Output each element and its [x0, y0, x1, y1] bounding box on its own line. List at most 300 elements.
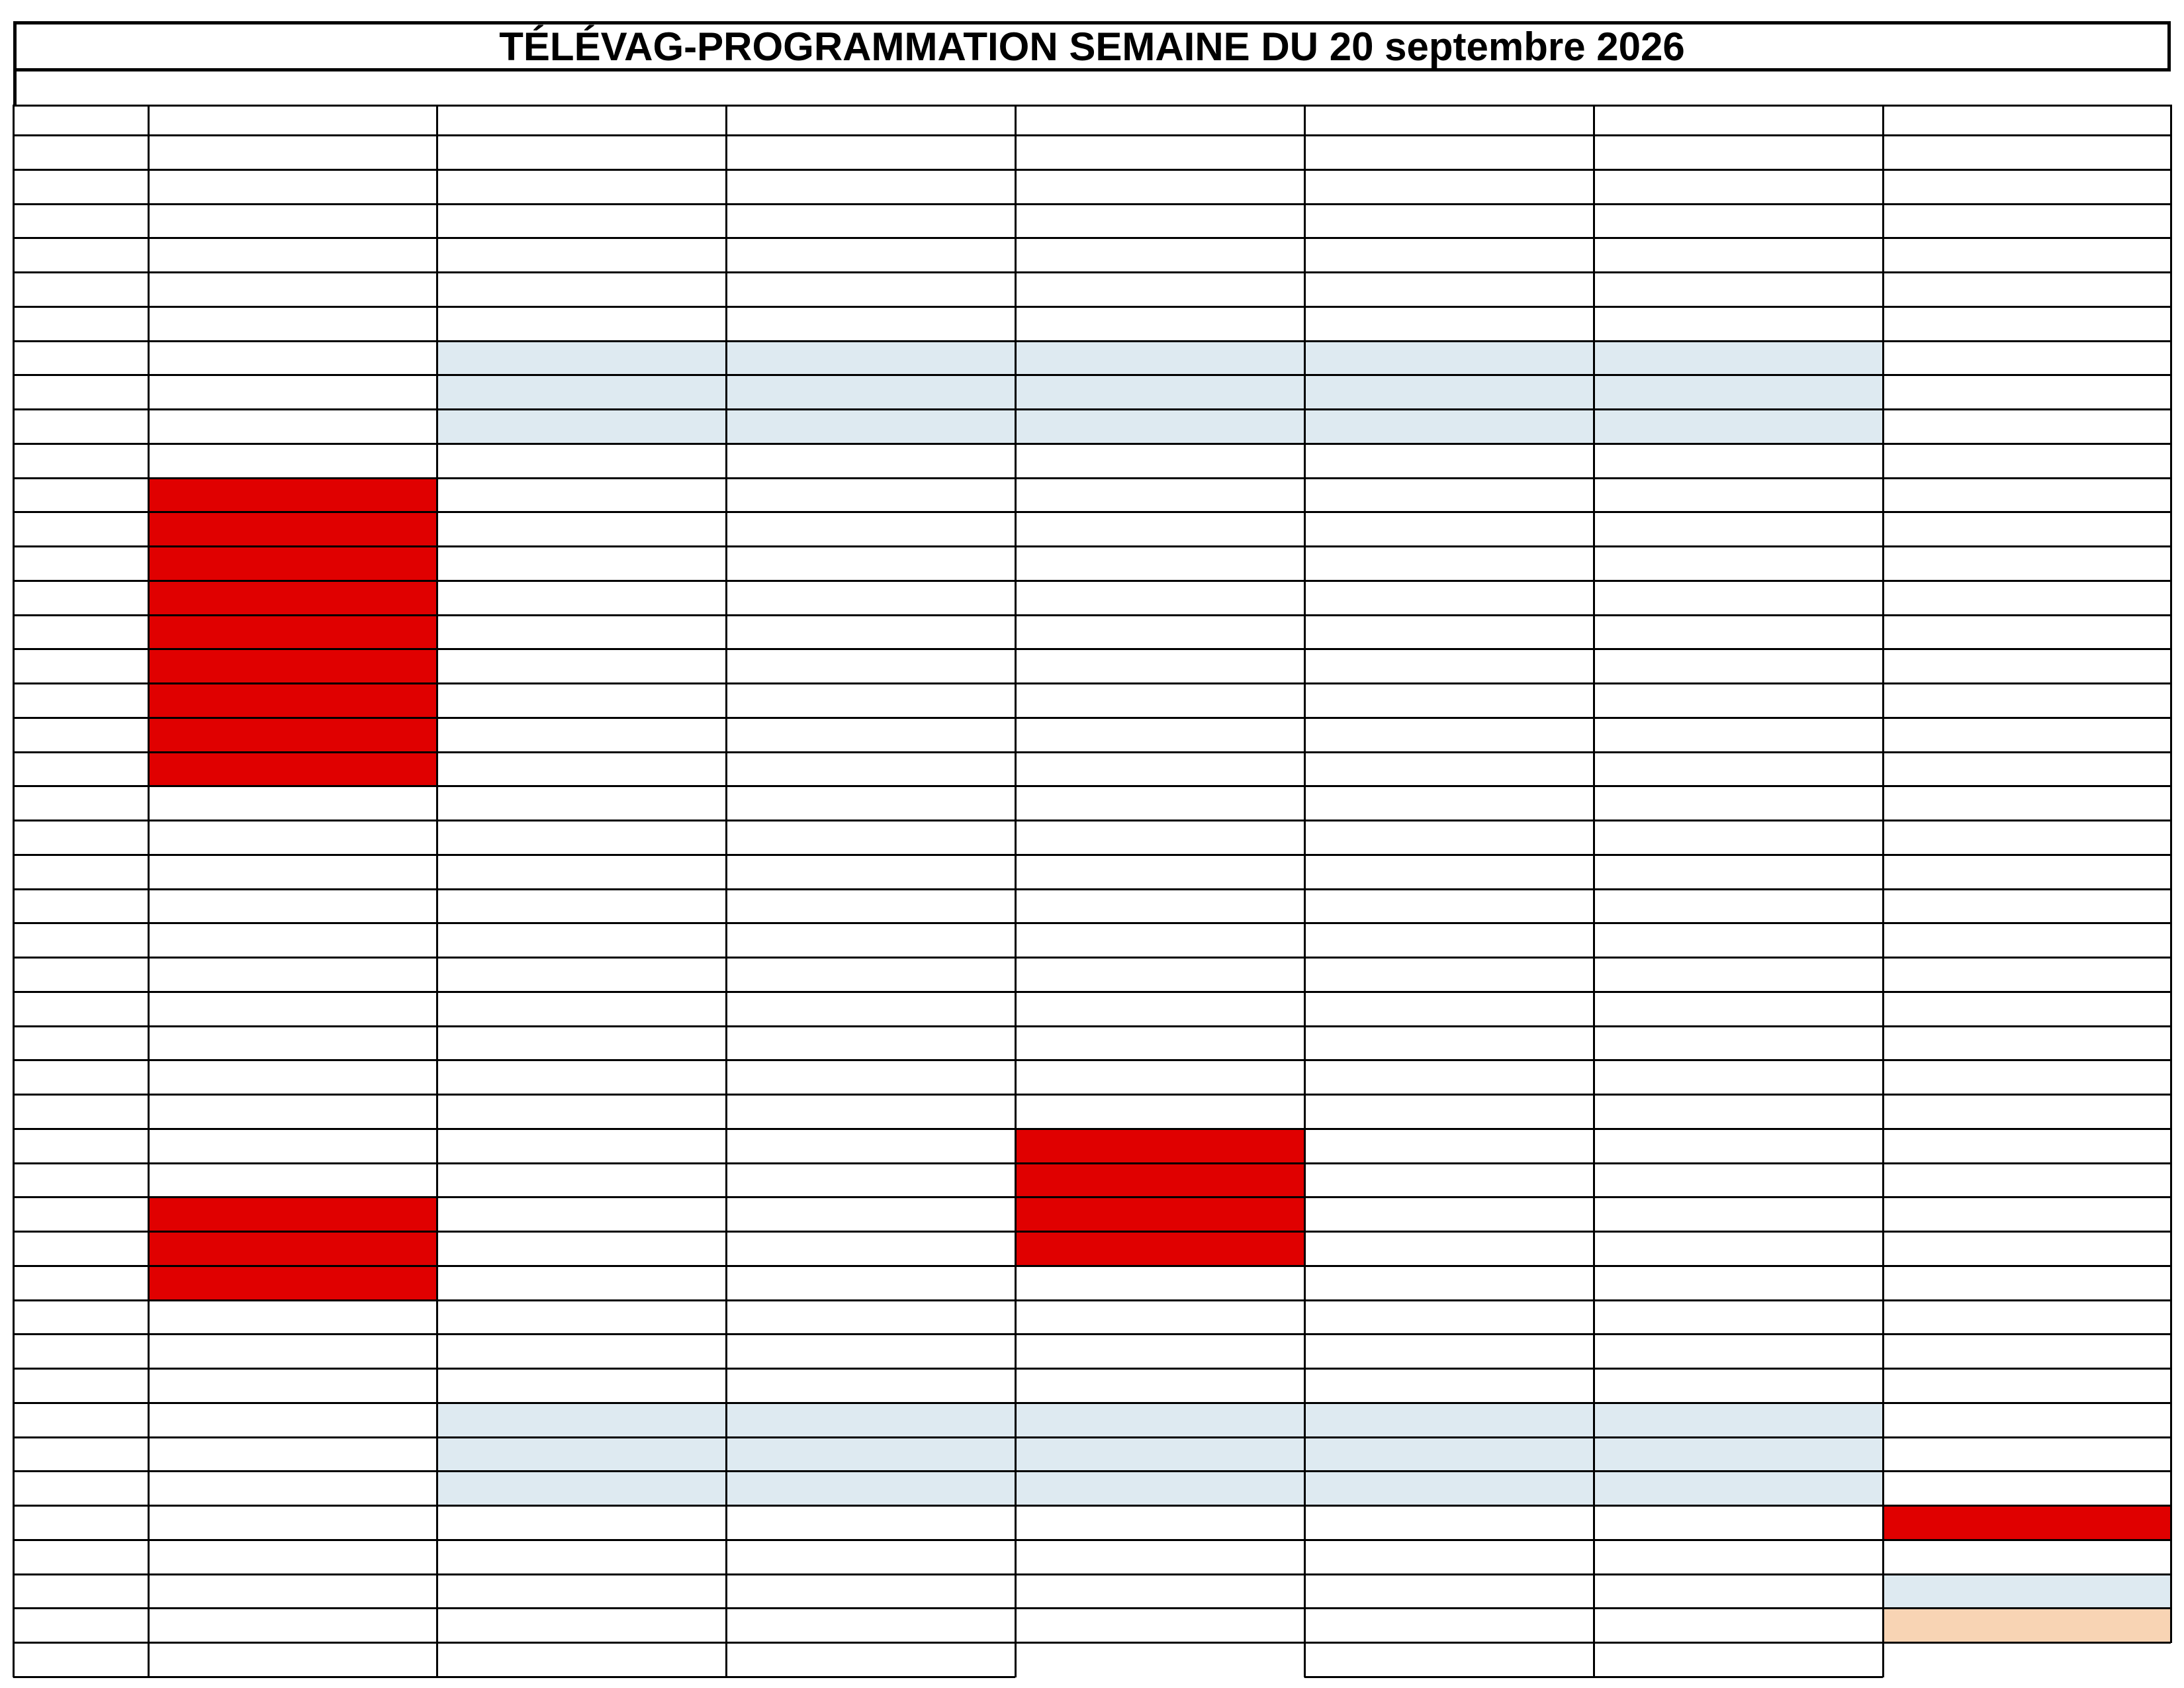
empty-cell: [1884, 273, 2170, 306]
program-cell[interactable]: [438, 342, 725, 375]
program-cell[interactable]: [1306, 582, 1593, 614]
program-cell[interactable]: [1306, 342, 1593, 375]
empty-cell: [1595, 136, 1882, 169]
program-cell[interactable]: [1017, 479, 1304, 512]
grid-line: [13, 682, 2171, 684]
program-cell[interactable]: [438, 1472, 725, 1505]
empty-cell: [1595, 924, 1882, 957]
program-cell[interactable]: [1595, 410, 1882, 443]
program-cell[interactable]: [150, 719, 436, 751]
program-cell[interactable]: [727, 1438, 1015, 1471]
empty-cell: [1306, 1198, 1593, 1231]
grid-line: [13, 340, 2171, 342]
empty-cell: [1595, 856, 1882, 888]
empty-cell: [1884, 445, 2170, 477]
program-cell[interactable]: [1595, 479, 1882, 512]
program-cell[interactable]: [438, 376, 725, 408]
time-label: [13, 1608, 148, 1642]
program-cell[interactable]: [1884, 582, 2170, 614]
empty-cell: [150, 924, 436, 957]
empty-cell: [1306, 787, 1593, 820]
grid-line: [13, 922, 2171, 924]
empty-cell: [438, 1233, 725, 1265]
program-cell[interactable]: [438, 1438, 725, 1471]
time-label: [13, 718, 148, 752]
empty-cell: [438, 239, 725, 271]
empty-cell: [1595, 1575, 1882, 1608]
program-cell[interactable]: [150, 616, 436, 649]
program-cell[interactable]: [438, 1130, 725, 1162]
empty-cell: [1884, 1027, 2170, 1060]
program-cell[interactable]: [1595, 1507, 1882, 1539]
program-cell[interactable]: [727, 1096, 1015, 1128]
time-label: [13, 512, 148, 546]
program-cell[interactable]: [150, 513, 436, 545]
empty-cell: [1595, 821, 1882, 854]
program-cell[interactable]: [1306, 513, 1593, 545]
program-cell[interactable]: [1595, 376, 1882, 408]
empty-cell: [1884, 1198, 2170, 1231]
program-cell[interactable]: [1595, 513, 1882, 545]
grid-line: [13, 717, 2171, 719]
program-cell[interactable]: [1306, 1096, 1593, 1128]
program-cell[interactable]: [150, 1233, 436, 1265]
program-cell[interactable]: [1884, 1541, 2170, 1573]
program-cell[interactable]: [1595, 1404, 1882, 1436]
time-label: [13, 1300, 148, 1335]
empty-cell: [1306, 445, 1593, 477]
grid-line: [13, 1368, 2171, 1370]
empty-cell: [1306, 1609, 1593, 1642]
empty-cell: [1017, 1267, 1304, 1299]
empty-cell: [1017, 1575, 1304, 1608]
empty-cell: [1306, 239, 1593, 271]
empty-cell: [1884, 1472, 2170, 1505]
grid-line: [13, 1231, 2171, 1233]
empty-cell: [150, 376, 436, 408]
program-cell[interactable]: [1017, 1233, 1304, 1265]
program-cell[interactable]: [438, 616, 725, 649]
program-cell[interactable]: [1595, 547, 1882, 580]
grid-line: [1593, 105, 1595, 1677]
program-cell[interactable]: [438, 547, 725, 580]
program-cell[interactable]: [1017, 1404, 1304, 1436]
time-label: [13, 204, 148, 238]
time-label: [13, 1368, 148, 1403]
program-cell[interactable]: [1017, 582, 1304, 614]
empty-cell: [438, 1609, 725, 1642]
empty-cell: [727, 821, 1015, 854]
program-cell[interactable]: [438, 1541, 725, 1573]
empty-cell: [150, 1472, 436, 1505]
empty-cell: [438, 205, 725, 238]
program-cell[interactable]: [1306, 1404, 1593, 1436]
empty-cell: [1595, 1061, 1882, 1094]
grid-line: [13, 408, 2171, 410]
empty-cell: [150, 136, 436, 169]
grid-line: [13, 105, 15, 1677]
program-cell[interactable]: [438, 1507, 725, 1539]
empty-cell: [1017, 136, 1304, 169]
program-cell[interactable]: [1306, 616, 1593, 649]
empty-cell: [150, 993, 436, 1025]
empty-cell: [727, 684, 1015, 717]
program-cell[interactable]: [727, 342, 1015, 375]
empty-cell: [150, 787, 436, 820]
empty-cell: [727, 1061, 1015, 1094]
time-label: [13, 683, 148, 718]
day-header: [1015, 105, 1304, 135]
empty-cell: [1595, 753, 1882, 786]
empty-cell: [1884, 1096, 2170, 1128]
empty-cell: [438, 308, 725, 340]
program-cell[interactable]: [1595, 1130, 1882, 1162]
day-header: [726, 105, 1015, 135]
empty-cell: [150, 1541, 436, 1573]
grid-line: [13, 957, 2171, 959]
program-cell[interactable]: [1595, 616, 1882, 649]
program-cell[interactable]: [1884, 616, 2170, 649]
empty-cell: [438, 719, 725, 751]
program-cell[interactable]: [1017, 1472, 1304, 1505]
program-cell[interactable]: [1017, 1164, 1304, 1197]
program-cell[interactable]: [1306, 376, 1593, 408]
empty-cell: [1884, 1370, 2170, 1402]
program-cell[interactable]: [150, 1198, 436, 1231]
empty-cell: [1884, 136, 2170, 169]
empty-cell: [727, 308, 1015, 340]
empty-cell: [438, 171, 725, 203]
empty-cell: [150, 1507, 436, 1539]
program-cell[interactable]: [1595, 342, 1882, 375]
program-cell[interactable]: [1306, 1438, 1593, 1471]
program-cell[interactable]: [1017, 1198, 1304, 1231]
program-cell[interactable]: [1595, 1472, 1882, 1505]
time-label: [13, 786, 148, 820]
grid-line: [13, 271, 2171, 273]
empty-cell: [438, 273, 725, 306]
grid-line: [13, 134, 2171, 136]
empty-cell: [1595, 171, 1882, 203]
empty-cell: [1595, 308, 1882, 340]
empty-cell: [438, 650, 725, 682]
time-label: [13, 272, 148, 306]
program-cell[interactable]: [1595, 1438, 1882, 1471]
grid-line: [13, 1470, 2171, 1472]
empty-cell: [1306, 924, 1593, 957]
empty-cell: [1017, 890, 1304, 923]
program-cell[interactable]: [438, 582, 725, 614]
empty-cell: [1306, 1267, 1593, 1299]
program-cell[interactable]: [150, 650, 436, 682]
program-cell[interactable]: [1017, 616, 1304, 649]
empty-cell: [1306, 1233, 1593, 1265]
time-label: [13, 306, 148, 341]
program-cell[interactable]: [1017, 1541, 1304, 1573]
program-cell[interactable]: [150, 547, 436, 580]
program-cell[interactable]: [1595, 1096, 1882, 1128]
empty-cell: [1017, 993, 1304, 1025]
program-cell[interactable]: [1017, 513, 1304, 545]
grid-line: [13, 1539, 2171, 1541]
program-cell[interactable]: [150, 753, 436, 786]
empty-cell: [1595, 1370, 1882, 1402]
empty-cell: [1017, 205, 1304, 238]
time-label: [13, 1642, 148, 1677]
empty-cell: [150, 1404, 436, 1436]
program-cell[interactable]: [438, 410, 725, 443]
program-cell[interactable]: [438, 513, 725, 545]
grid-line: [13, 648, 2171, 650]
empty-cell: [1017, 924, 1304, 957]
page-title: TÉLÉVAG-PROGRAMMATION SEMAINE DU 20 septembre 2026: [13, 21, 2171, 71]
empty-cell: [438, 856, 725, 888]
empty-cell: [1017, 959, 1304, 991]
empty-cell: [727, 753, 1015, 786]
empty-cell: [1017, 171, 1304, 203]
program-cell[interactable]: [438, 1164, 725, 1197]
empty-cell: [1017, 719, 1304, 751]
empty-cell: [727, 239, 1015, 271]
grid-line: [13, 545, 2171, 547]
empty-cell: [1884, 959, 2170, 991]
empty-cell: [150, 890, 436, 923]
time-label: [13, 341, 148, 375]
program-cell[interactable]: [150, 684, 436, 717]
program-cell[interactable]: [150, 1267, 436, 1299]
grid-line: [13, 1436, 2171, 1438]
program-cell[interactable]: [1306, 479, 1593, 512]
grid-line: [2170, 105, 2172, 1643]
empty-cell: [727, 890, 1015, 923]
program-cell[interactable]: [1884, 1609, 2170, 1642]
time-label: [13, 1505, 148, 1540]
grid-line: [13, 1162, 2171, 1164]
empty-cell: [727, 856, 1015, 888]
empty-cell: [1017, 445, 1304, 477]
grid-line: [13, 169, 2171, 171]
program-cell[interactable]: [1595, 582, 1882, 614]
time-label: [13, 889, 148, 923]
time-label: [13, 1266, 148, 1300]
empty-cell: [1306, 1370, 1593, 1402]
empty-cell: [727, 1575, 1015, 1608]
program-cell[interactable]: [1017, 376, 1304, 408]
time-label: [13, 820, 148, 855]
time-label: [13, 1334, 148, 1368]
empty-cell: [1017, 650, 1304, 682]
empty-cell: [150, 308, 436, 340]
empty-cell: [1884, 1335, 2170, 1368]
program-cell[interactable]: [727, 410, 1015, 443]
program-cell[interactable]: [150, 582, 436, 614]
program-cell[interactable]: [1306, 410, 1593, 443]
time-label: [13, 1403, 148, 1437]
grid-line: [13, 854, 2171, 856]
time-label: [13, 752, 148, 786]
time-label: [13, 1163, 148, 1197]
empty-cell: [1884, 753, 2170, 786]
time-label: [13, 375, 148, 409]
empty-cell: [438, 959, 725, 991]
grid-line: [13, 580, 2171, 582]
empty-cell: [1595, 650, 1882, 682]
empty-cell: [150, 1061, 436, 1094]
program-cell[interactable]: [1884, 1575, 2170, 1608]
empty-cell: [438, 890, 725, 923]
program-cell[interactable]: [727, 1164, 1015, 1197]
empty-cell: [1017, 273, 1304, 306]
time-label: [13, 957, 148, 992]
program-cell[interactable]: [1306, 1541, 1593, 1573]
empty-cell: [1595, 993, 1882, 1025]
program-cell[interactable]: [727, 616, 1015, 649]
program-cell[interactable]: [727, 1507, 1015, 1539]
empty-cell: [1595, 445, 1882, 477]
program-cell[interactable]: [727, 513, 1015, 545]
program-cell[interactable]: [1306, 1130, 1593, 1162]
time-label: [13, 649, 148, 683]
empty-cell: [1595, 1609, 1882, 1642]
program-cell[interactable]: [727, 1541, 1015, 1573]
empty-cell: [1306, 1061, 1593, 1094]
empty-cell: [1884, 1267, 2170, 1299]
program-cell[interactable]: [727, 1130, 1015, 1162]
grid-line: [13, 1573, 2171, 1575]
empty-cell: [727, 1370, 1015, 1402]
program-cell[interactable]: [727, 376, 1015, 408]
time-label: [13, 546, 148, 581]
empty-cell: [1017, 856, 1304, 888]
program-cell[interactable]: [1017, 1507, 1304, 1539]
grid-line: [13, 1059, 2171, 1061]
empty-cell: [1306, 308, 1593, 340]
empty-cell: [438, 821, 725, 854]
empty-cell: [438, 924, 725, 957]
program-cell[interactable]: [727, 1472, 1015, 1505]
empty-cell: [438, 993, 725, 1025]
program-cell[interactable]: [150, 479, 436, 512]
day-header: [148, 105, 437, 135]
grid-line: [13, 443, 2171, 445]
empty-cell: [150, 821, 436, 854]
time-label: [13, 478, 148, 512]
empty-cell: [1017, 1370, 1304, 1402]
program-cell[interactable]: [727, 547, 1015, 580]
empty-cell: [150, 1335, 436, 1368]
empty-cell: [1884, 1644, 2170, 1676]
grid-line: [13, 203, 2171, 205]
empty-cell: [1595, 787, 1882, 820]
day-header: [1883, 105, 2171, 135]
empty-cell: [1884, 205, 2170, 238]
empty-cell: [1884, 376, 2170, 408]
program-cell[interactable]: [1595, 1541, 1882, 1573]
program-cell[interactable]: [1884, 479, 2170, 512]
empty-cell: [150, 1301, 436, 1334]
empty-cell: [438, 1301, 725, 1334]
time-label: [13, 444, 148, 478]
grid-line: [13, 1094, 2171, 1096]
program-cell[interactable]: [1884, 513, 2170, 545]
empty-cell: [1884, 171, 2170, 203]
grid-line: [13, 1642, 2171, 1644]
empty-cell: [1595, 959, 1882, 991]
empty-cell: [1884, 684, 2170, 717]
empty-cell: [438, 1644, 725, 1676]
empty-cell: [1017, 821, 1304, 854]
empty-cell: [150, 959, 436, 991]
empty-cell: [1884, 650, 2170, 682]
program-cell[interactable]: [1306, 1164, 1593, 1197]
time-label: [13, 1060, 148, 1094]
program-cell[interactable]: [438, 1096, 725, 1128]
program-cell[interactable]: [1017, 410, 1304, 443]
empty-cell: [1306, 273, 1593, 306]
grid-line: [13, 1676, 1015, 1678]
program-cell[interactable]: [727, 582, 1015, 614]
empty-cell: [1017, 1061, 1304, 1094]
program-cell[interactable]: [1017, 1438, 1304, 1471]
empty-cell: [1306, 1027, 1593, 1060]
empty-cell: [1884, 993, 2170, 1025]
empty-cell: [1595, 1301, 1882, 1334]
empty-cell: [1017, 1301, 1304, 1334]
empty-cell: [1306, 753, 1593, 786]
program-cell[interactable]: [438, 445, 725, 477]
program-cell[interactable]: [1595, 1164, 1882, 1197]
program-cell[interactable]: [1306, 1507, 1593, 1539]
program-cell[interactable]: [438, 479, 725, 512]
empty-cell: [150, 342, 436, 375]
empty-cell: [727, 1609, 1015, 1642]
program-cell[interactable]: [1017, 547, 1304, 580]
empty-cell: [1017, 239, 1304, 271]
program-cell[interactable]: [438, 1404, 725, 1436]
program-cell[interactable]: [727, 1404, 1015, 1436]
empty-cell: [1306, 205, 1593, 238]
program-cell[interactable]: [1017, 342, 1304, 375]
program-cell[interactable]: [1306, 547, 1593, 580]
empty-cell: [1017, 1609, 1304, 1642]
grid-line: [13, 1402, 2171, 1404]
program-cell[interactable]: [1017, 1130, 1304, 1162]
empty-cell: [1595, 1233, 1882, 1265]
program-cell[interactable]: [727, 479, 1015, 512]
time-label: [13, 169, 148, 204]
program-cell[interactable]: [1884, 547, 2170, 580]
empty-cell: [727, 445, 1015, 477]
grid-line: [13, 614, 2171, 616]
empty-cell: [150, 205, 436, 238]
empty-cell: [1017, 1096, 1304, 1128]
grid-line: [13, 991, 2171, 993]
empty-cell: [1595, 273, 1882, 306]
empty-cell: [1017, 753, 1304, 786]
empty-cell: [727, 959, 1015, 991]
empty-cell: [1884, 1061, 2170, 1094]
empty-cell: [438, 1027, 725, 1060]
empty-cell: [438, 1267, 725, 1299]
program-cell[interactable]: [1306, 1472, 1593, 1505]
time-label: [13, 1574, 148, 1609]
time-label: [13, 1471, 148, 1505]
program-cell[interactable]: [1884, 1507, 2170, 1539]
empty-cell: [1306, 136, 1593, 169]
empty-cell: [1884, 890, 2170, 923]
grid-line: [13, 511, 2171, 513]
empty-cell: [1884, 1233, 2170, 1265]
